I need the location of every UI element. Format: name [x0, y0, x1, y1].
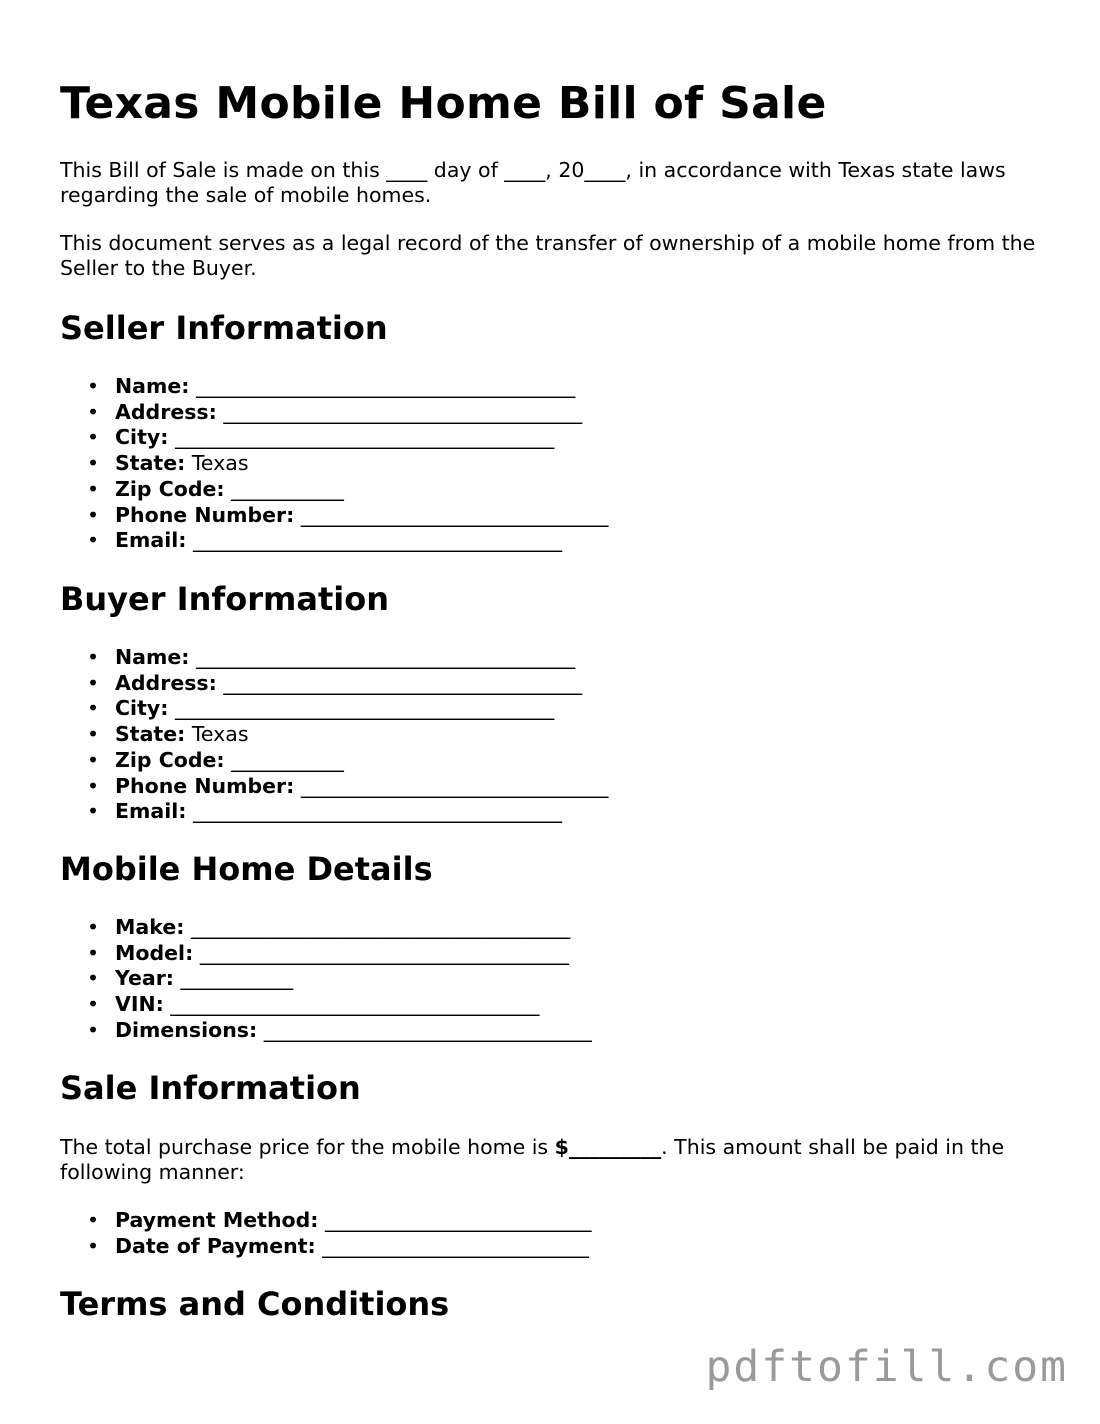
intro-paragraph-1: This Bill of Sale is made on this ____ day of ____, 20____, in accordance with Texas state laws regarding the sale of mobile homes.	[60, 158, 1006, 207]
sale-fields-list	[60, 1208, 1040, 1259]
home-vin-field: • VIN: ____________________________________	[60, 992, 1040, 1018]
buyer-city-field: • City: _____________________________________	[60, 696, 1040, 722]
seller-zip-field: • Zip Code: ___________	[60, 477, 1040, 503]
buyer-phone-field: • Phone Number: ______________________________	[60, 774, 1040, 800]
seller-email-field: • Email: ____________________________________	[60, 528, 1040, 554]
payment-method-field: • Payment Method: __________________________	[60, 1208, 1040, 1234]
sale-heading: Sale Information	[60, 1069, 361, 1107]
home-model-field: • Model: ____________________________________	[60, 941, 1040, 967]
seller-name-field: • Name: _____________________________________	[60, 374, 1040, 400]
home-make-field: • Make: _____________________________________	[60, 915, 1040, 941]
seller-address-field: • Address: ___________________________________	[60, 400, 1040, 426]
terms-heading: Terms and Conditions	[60, 1285, 450, 1323]
seller-city-field: • City: _____________________________________	[60, 425, 1040, 451]
buyer-address-field: • Address: ___________________________________	[60, 671, 1040, 697]
buyer-state-field: • State: Texas	[60, 722, 1040, 748]
payment-date-field: • Date of Payment: __________________________	[60, 1234, 1040, 1260]
home-details-heading: Mobile Home Details	[60, 850, 433, 888]
seller-heading: Seller Information	[60, 309, 388, 347]
seller-state-field: • State: Texas	[60, 451, 1040, 477]
home-details-list	[60, 915, 1040, 1044]
home-dimensions-field: • Dimensions: ________________________________	[60, 1018, 1040, 1044]
home-year-field: • Year: ___________	[60, 966, 1040, 992]
intro-paragraph-2: This document serves as a legal record of the transfer of ownership of a mobile home from the Seller to the Buyer.	[60, 231, 1036, 280]
watermark-logo: pdftofill.com	[705, 1342, 1068, 1392]
buyer-email-field: • Email: ____________________________________	[60, 799, 1040, 825]
buyer-fields-list	[60, 645, 1040, 825]
buyer-name-field: • Name: _____________________________________	[60, 645, 1040, 671]
buyer-zip-field: • Zip Code: ___________	[60, 748, 1040, 774]
seller-fields-list	[60, 374, 1040, 554]
sale-price-paragraph: The total purchase price for the mobile home is $_________. This amount shall be paid in the following manner:	[60, 1135, 1005, 1184]
buyer-heading: Buyer Information	[60, 580, 389, 618]
seller-phone-field: • Phone Number: ______________________________	[60, 503, 1040, 529]
document-title: Texas Mobile Home Bill of Sale	[60, 78, 827, 129]
